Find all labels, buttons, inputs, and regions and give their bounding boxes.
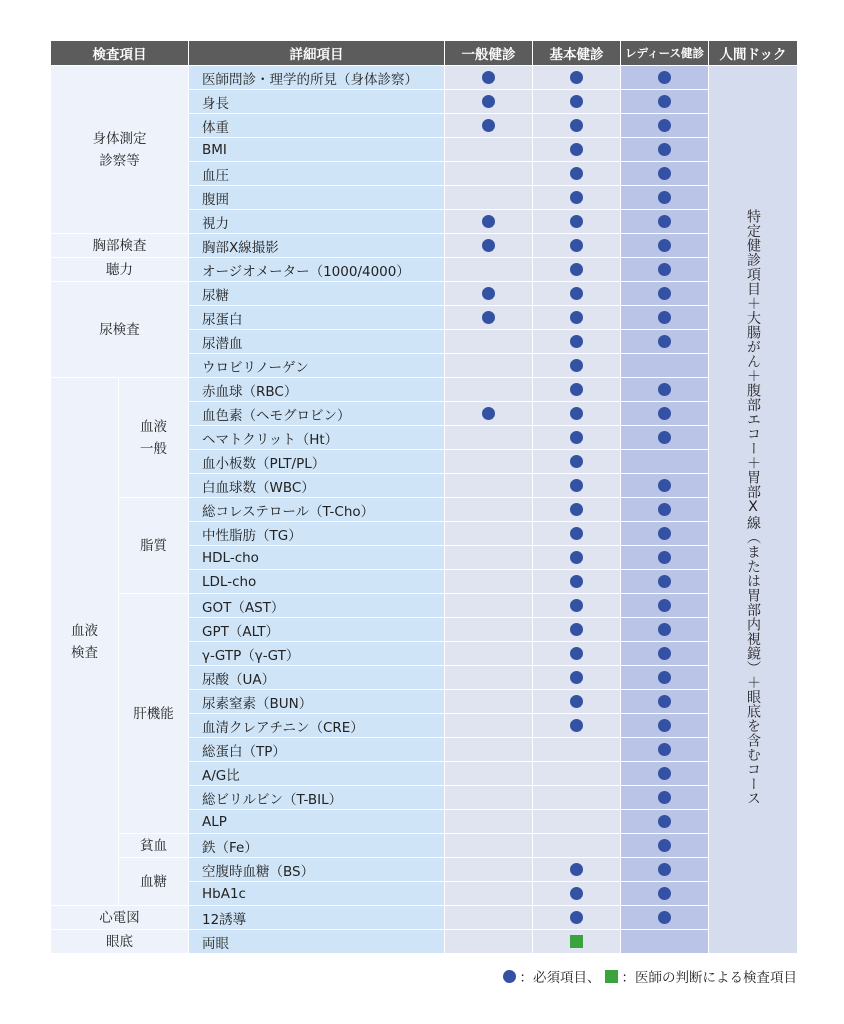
required-dot-icon (570, 623, 583, 636)
category-ketsueki: 血液 検査 (51, 378, 119, 906)
required-dot-icon (658, 863, 671, 876)
required-dot-icon (658, 623, 671, 636)
item-name: ALP (189, 810, 445, 834)
required-dot-icon (570, 383, 583, 396)
item-name: 視力 (189, 210, 445, 234)
required-dot-icon (570, 71, 583, 84)
ladies-cell (621, 402, 709, 426)
ladies-cell (621, 186, 709, 210)
subcategory-shishitsu: 脂質 (119, 498, 189, 594)
ippan-cell (445, 186, 533, 210)
ippan-cell (445, 522, 533, 546)
kihon-cell (533, 234, 621, 258)
required-dot-icon (658, 671, 671, 684)
ippan-cell (445, 474, 533, 498)
table-row (51, 66, 798, 90)
ladies-cell (621, 738, 709, 762)
table-row (51, 930, 798, 954)
required-dot-icon (570, 599, 583, 612)
ladies-cell (621, 786, 709, 810)
required-dot-icon (482, 287, 495, 300)
required-dot-icon (570, 407, 583, 420)
table-row (51, 906, 798, 930)
required-dot-icon (570, 287, 583, 300)
required-dot-icon (658, 647, 671, 660)
kihon-cell (533, 810, 621, 834)
ladies-cell (621, 714, 709, 738)
ladies-cell (621, 138, 709, 162)
required-dot-icon (658, 599, 671, 612)
required-dot-icon (658, 719, 671, 732)
required-dot-icon (658, 479, 671, 492)
legend-required-label: ：必須項目、 (519, 970, 601, 986)
required-dot-icon (658, 191, 671, 204)
ippan-cell (445, 138, 533, 162)
ladies-cell (621, 210, 709, 234)
kihon-cell (533, 450, 621, 474)
ladies-cell (621, 498, 709, 522)
required-dot-icon (658, 239, 671, 252)
ippan-cell (445, 762, 533, 786)
required-dot-icon (570, 863, 583, 876)
required-dot-icon (658, 503, 671, 516)
required-dot-icon (482, 311, 495, 324)
required-dot-icon (570, 431, 583, 444)
ladies-cell (621, 594, 709, 618)
required-dot-icon (482, 407, 495, 420)
kihon-cell (533, 618, 621, 642)
item-name: 両眼 (189, 930, 445, 954)
kihon-cell (533, 282, 621, 306)
kihon-cell (533, 834, 621, 858)
item-name: ヘマトクリット（Ht） (189, 426, 445, 450)
ippan-cell (445, 378, 533, 402)
item-name: 胸部X線撮影 (189, 234, 445, 258)
required-dot-icon (658, 143, 671, 156)
ippan-cell (445, 786, 533, 810)
dock-course-text: 特定健診項目＋大腸がん＋腹部エコー＋胃部X線（または胃部内視鏡）＋眼底を含むコース (745, 209, 761, 806)
item-name: 医師問診・理学的所見（身体診察） (189, 66, 445, 90)
ippan-cell (445, 594, 533, 618)
required-dot-icon (570, 647, 583, 660)
table-row (51, 834, 798, 858)
required-dot-icon (570, 479, 583, 492)
required-dot-icon (570, 335, 583, 348)
header-ladies: レディース健診 (621, 41, 709, 66)
required-dot-icon (482, 119, 495, 132)
kihon-cell (533, 162, 621, 186)
required-dot-icon (658, 263, 671, 276)
item-name: LDL-cho (189, 570, 445, 594)
item-name: 血小板数（PLT/PL） (189, 450, 445, 474)
required-dot-icon (658, 311, 671, 324)
required-dot-icon (482, 95, 495, 108)
required-dot-icon (570, 239, 583, 252)
required-dot-icon (658, 911, 671, 924)
ladies-cell (621, 666, 709, 690)
item-name: オージオメーター（1000/4000） (189, 258, 445, 282)
required-dot-icon (658, 407, 671, 420)
doctor-square-icon (570, 935, 583, 948)
item-name: 身長 (189, 90, 445, 114)
category-choryoku: 聴力 (51, 258, 189, 282)
ladies-cell (621, 354, 709, 378)
required-dot-icon (570, 695, 583, 708)
required-dot-icon (570, 455, 583, 468)
ippan-cell (445, 426, 533, 450)
header-dock: 人間ドック (709, 41, 798, 66)
ippan-cell (445, 402, 533, 426)
ladies-cell (621, 810, 709, 834)
category-gantei: 眼底 (51, 930, 189, 954)
subcategory-kettou: 血糖 (119, 858, 189, 906)
item-name: HbA1c (189, 882, 445, 906)
kihon-cell (533, 786, 621, 810)
required-dot-icon (503, 970, 516, 983)
required-dot-icon (570, 95, 583, 108)
item-name: ウロビリノーゲン (189, 354, 445, 378)
item-name: 総蛋白（TP） (189, 738, 445, 762)
required-dot-icon (570, 263, 583, 276)
required-dot-icon (570, 311, 583, 324)
ippan-cell (445, 834, 533, 858)
required-dot-icon (658, 575, 671, 588)
required-dot-icon (570, 719, 583, 732)
ladies-cell (621, 66, 709, 90)
required-dot-icon (570, 527, 583, 540)
item-name: 総コレステロール（T-Cho） (189, 498, 445, 522)
kihon-cell (533, 570, 621, 594)
category-shindenzu: 心電図 (51, 906, 189, 930)
ladies-cell (621, 642, 709, 666)
kihon-cell (533, 378, 621, 402)
kihon-cell (533, 930, 621, 954)
ippan-cell (445, 210, 533, 234)
ippan-cell (445, 330, 533, 354)
doctor-square-icon (605, 970, 618, 983)
ippan-cell (445, 882, 533, 906)
item-name: HDL-cho (189, 546, 445, 570)
ippan-cell (445, 810, 533, 834)
item-name: 腹囲 (189, 186, 445, 210)
ippan-cell (445, 546, 533, 570)
ladies-cell (621, 882, 709, 906)
kihon-cell (533, 858, 621, 882)
required-dot-icon (658, 695, 671, 708)
ippan-cell (445, 282, 533, 306)
required-dot-icon (658, 95, 671, 108)
ladies-cell (621, 546, 709, 570)
ippan-cell (445, 690, 533, 714)
ippan-cell (445, 906, 533, 930)
required-dot-icon (570, 119, 583, 132)
required-dot-icon (658, 839, 671, 852)
kihon-cell (533, 762, 621, 786)
ladies-cell (621, 378, 709, 402)
ladies-cell (621, 522, 709, 546)
item-name: 空腹時血糖（BS） (189, 858, 445, 882)
ladies-cell (621, 906, 709, 930)
required-dot-icon (570, 215, 583, 228)
required-dot-icon (482, 239, 495, 252)
required-dot-icon (658, 743, 671, 756)
kihon-cell (533, 498, 621, 522)
kihon-cell (533, 66, 621, 90)
item-name: 血圧 (189, 162, 445, 186)
ippan-cell (445, 618, 533, 642)
kihon-cell (533, 426, 621, 450)
required-dot-icon (570, 167, 583, 180)
ladies-cell (621, 114, 709, 138)
required-dot-icon (570, 887, 583, 900)
item-name: 総ビリルビン（T-BIL） (189, 786, 445, 810)
ippan-cell (445, 234, 533, 258)
ladies-cell (621, 306, 709, 330)
item-name: GPT（ALT） (189, 618, 445, 642)
ladies-cell (621, 162, 709, 186)
ladies-cell (621, 234, 709, 258)
kihon-cell (533, 882, 621, 906)
header-kihon: 基本健診 (533, 41, 621, 66)
table-header-row (51, 41, 798, 66)
ippan-cell (445, 642, 533, 666)
required-dot-icon (658, 815, 671, 828)
kihon-cell (533, 330, 621, 354)
kihon-cell (533, 546, 621, 570)
kihon-cell (533, 186, 621, 210)
category-nyo: 尿検査 (51, 282, 189, 378)
table-row (51, 378, 798, 402)
required-dot-icon (658, 287, 671, 300)
item-name: BMI (189, 138, 445, 162)
kihon-cell (533, 474, 621, 498)
item-name: 白血球数（WBC） (189, 474, 445, 498)
required-dot-icon (658, 791, 671, 804)
required-dot-icon (658, 551, 671, 564)
ladies-cell (621, 618, 709, 642)
table-row (51, 594, 798, 618)
exam-table (50, 40, 798, 954)
ladies-cell (621, 330, 709, 354)
kihon-cell (533, 642, 621, 666)
ippan-cell (445, 738, 533, 762)
kihon-cell (533, 354, 621, 378)
legend (503, 966, 798, 986)
kihon-cell (533, 210, 621, 234)
required-dot-icon (570, 575, 583, 588)
kihon-cell (533, 738, 621, 762)
item-name: 鉄（Fe） (189, 834, 445, 858)
item-name: 尿糖 (189, 282, 445, 306)
kihon-cell (533, 906, 621, 930)
ippan-cell (445, 930, 533, 954)
required-dot-icon (658, 71, 671, 84)
kihon-cell (533, 690, 621, 714)
ippan-cell (445, 258, 533, 282)
ippan-cell (445, 498, 533, 522)
ladies-cell (621, 834, 709, 858)
item-name: 尿素窒素（BUN） (189, 690, 445, 714)
required-dot-icon (570, 671, 583, 684)
ippan-cell (445, 858, 533, 882)
ippan-cell (445, 90, 533, 114)
required-dot-icon (658, 167, 671, 180)
kihon-cell (533, 522, 621, 546)
item-name: 体重 (189, 114, 445, 138)
required-dot-icon (658, 119, 671, 132)
ippan-cell (445, 570, 533, 594)
item-name: 尿酸（UA） (189, 666, 445, 690)
item-name: 中性脂肪（TG） (189, 522, 445, 546)
subcategory-kankino: 肝機能 (119, 594, 189, 834)
subcategory-ketsueki-ippan: 血液 一般 (119, 378, 189, 498)
ladies-cell (621, 282, 709, 306)
ladies-cell (621, 930, 709, 954)
ladies-cell (621, 762, 709, 786)
required-dot-icon (658, 767, 671, 780)
ladies-cell (621, 90, 709, 114)
ippan-cell (445, 666, 533, 690)
kihon-cell (533, 714, 621, 738)
table-row (51, 258, 798, 282)
kihon-cell (533, 114, 621, 138)
item-name: 血清クレアチニン（CRE） (189, 714, 445, 738)
kihon-cell (533, 138, 621, 162)
item-name: A/G比 (189, 762, 445, 786)
item-name: 尿潜血 (189, 330, 445, 354)
dock-course-cell (709, 66, 798, 954)
ippan-cell (445, 162, 533, 186)
ladies-cell (621, 858, 709, 882)
item-name: GOT（AST） (189, 594, 445, 618)
required-dot-icon (658, 527, 671, 540)
header-category: 検査項目 (51, 41, 189, 66)
kihon-cell (533, 90, 621, 114)
kihon-cell (533, 594, 621, 618)
legend-doctor-label: ：医師の判断による検査項目 (621, 970, 797, 986)
required-dot-icon (482, 71, 495, 84)
ippan-cell (445, 114, 533, 138)
required-dot-icon (658, 335, 671, 348)
table-row (51, 282, 798, 306)
ladies-cell (621, 690, 709, 714)
item-name: 赤血球（RBC） (189, 378, 445, 402)
required-dot-icon (658, 215, 671, 228)
table-row (51, 498, 798, 522)
item-name: 尿蛋白 (189, 306, 445, 330)
kihon-cell (533, 306, 621, 330)
category-shintai: 身体測定 診察等 (51, 66, 189, 234)
ladies-cell (621, 426, 709, 450)
subcategory-hinketsu: 貧血 (119, 834, 189, 858)
header-item: 詳細項目 (189, 41, 445, 66)
item-name: γ-GTP（γ-GT） (189, 642, 445, 666)
ippan-cell (445, 714, 533, 738)
required-dot-icon (570, 143, 583, 156)
ippan-cell (445, 450, 533, 474)
required-dot-icon (658, 431, 671, 444)
kihon-cell (533, 402, 621, 426)
required-dot-icon (570, 911, 583, 924)
required-dot-icon (482, 215, 495, 228)
required-dot-icon (570, 503, 583, 516)
item-name: 12誘導 (189, 906, 445, 930)
table-row (51, 858, 798, 882)
required-dot-icon (570, 191, 583, 204)
header-ippan: 一般健診 (445, 41, 533, 66)
kihon-cell (533, 666, 621, 690)
ladies-cell (621, 474, 709, 498)
ippan-cell (445, 306, 533, 330)
ippan-cell (445, 66, 533, 90)
ladies-cell (621, 450, 709, 474)
ladies-cell (621, 570, 709, 594)
required-dot-icon (658, 383, 671, 396)
kihon-cell (533, 258, 621, 282)
required-dot-icon (658, 887, 671, 900)
required-dot-icon (570, 551, 583, 564)
ladies-cell (621, 258, 709, 282)
table-row (51, 234, 798, 258)
required-dot-icon (570, 359, 583, 372)
item-name: 血色素（ヘモグロビン） (189, 402, 445, 426)
category-kyobu: 胸部検査 (51, 234, 189, 258)
ippan-cell (445, 354, 533, 378)
